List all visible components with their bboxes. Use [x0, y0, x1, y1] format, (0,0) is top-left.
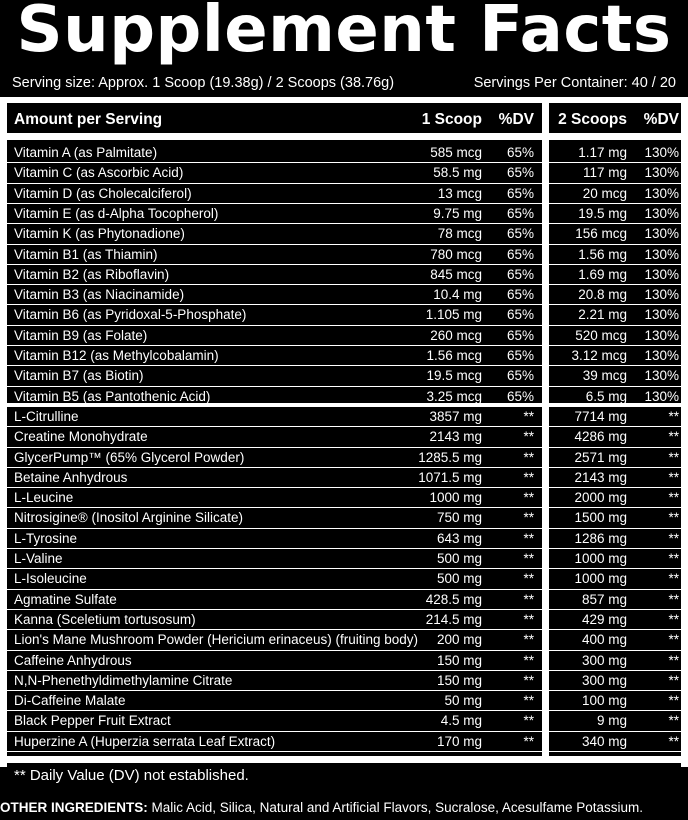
header-two-scoops: 2 Scoops: [558, 111, 627, 128]
dv-one-scoop: 65%: [506, 185, 534, 201]
dv-one-scoop: **: [523, 693, 534, 709]
dv-two-scoops: **: [668, 490, 679, 506]
nutrient-name: Black Pepper Fruit Extract: [14, 713, 171, 729]
table-row: [0, 630, 688, 650]
dv-two-scoops: 130%: [644, 185, 679, 201]
table-row: [0, 366, 688, 386]
table-row: [0, 488, 688, 508]
amount-one-scoop: 3857 mg: [429, 408, 482, 424]
dv-two-scoops: **: [668, 469, 679, 485]
other-ingredients: [0, 796, 688, 820]
table-row: [0, 326, 688, 346]
nutrient-name: Caffeine Anhydrous: [14, 652, 132, 668]
amount-two-scoops: 1.69 mg: [578, 266, 627, 282]
nutrient-name: Vitamin B9 (as Folate): [14, 327, 148, 343]
nutrient-name: Vitamin B5 (as Pantothenic Acid): [14, 388, 211, 404]
amount-one-scoop: 4.5 mg: [440, 713, 482, 729]
header-one-scoop: 1 Scoop: [421, 111, 482, 128]
dv-two-scoops: **: [668, 530, 679, 546]
amount-two-scoops: 1000 mg: [574, 551, 627, 566]
nutrient-name: Vitamin B7 (as Biotin): [14, 368, 144, 384]
dv-one-scoop: **: [523, 469, 534, 485]
dv-two-scoops: **: [668, 632, 679, 648]
bottom-thick-rule: [0, 756, 688, 763]
nutrient-name: Vitamin D (as Cholecalciferol): [14, 185, 192, 201]
amount-one-scoop: 1.105 mg: [425, 307, 482, 323]
dv-one-scoop: 65%: [506, 287, 534, 303]
amount-one-scoop: 2143 mg: [429, 429, 482, 445]
nutrient-name: Vitamin B6 (as Pyridoxal-5-Phosphate): [14, 307, 247, 323]
dv-one-scoop: **: [523, 733, 534, 749]
dv-two-scoops: **: [668, 551, 679, 566]
dv-one-scoop: **: [523, 429, 534, 445]
amount-two-scoops: 156 mcg: [575, 226, 627, 242]
nutrient-name: Nitrosigine® (Inositol Arginine Silicate): [14, 510, 244, 526]
amount-two-scoops: 857 mg: [581, 591, 627, 607]
panel-title: Supplement Facts: [16, 0, 672, 67]
dv-two-scoops: **: [668, 591, 679, 607]
dv-one-scoop: **: [523, 652, 534, 668]
amount-one-scoop: 500 mg: [436, 551, 482, 566]
amount-one-scoop: 150 mg: [436, 652, 482, 668]
dv-one-scoop: 65%: [506, 388, 534, 404]
amount-one-scoop: 19.5 mcg: [426, 368, 482, 384]
table-row: [0, 671, 688, 691]
table-row: [0, 245, 688, 265]
amount-two-scoops: 1.17 mg: [578, 145, 627, 160]
amount-one-scoop: 214.5 mg: [425, 611, 482, 627]
dv-one-scoop: 65%: [506, 246, 534, 262]
dv-one-scoop: 65%: [506, 348, 534, 363]
other-ingredients-label: OTHER INGREDIENTS:: [0, 800, 148, 815]
dv-one-scoop: 65%: [506, 205, 534, 221]
nutrient-name: Agmatine Sulfate: [14, 591, 117, 607]
dv-one-scoop: 65%: [506, 327, 534, 343]
amount-two-scoops: 20 mcg: [582, 185, 627, 201]
nutrient-name: GlycerPump™ (65% Glycerol Powder): [14, 449, 245, 465]
amount-one-scoop: 13 mcg: [437, 185, 482, 201]
nutrient-name: Vitamin B2 (as Riboflavin): [14, 266, 170, 282]
nutrient-name: Vitamin C (as Ascorbic Acid): [14, 165, 184, 181]
dv-one-scoop: **: [523, 672, 534, 688]
amount-two-scoops: 2143 mg: [574, 469, 627, 485]
dv-two-scoops: 130%: [644, 145, 679, 160]
dv-one-scoop: 65%: [506, 145, 534, 160]
dv-two-scoops: **: [668, 510, 679, 526]
dv-two-scoops: **: [668, 449, 679, 465]
amount-one-scoop: 585 mcg: [430, 145, 482, 160]
amount-two-scoops: 1.56 mg: [578, 246, 627, 262]
dv-one-scoop: **: [523, 591, 534, 607]
dv-two-scoops: 130%: [644, 226, 679, 242]
dv-two-scoops: 130%: [644, 388, 679, 404]
table-row: [0, 529, 688, 549]
amount-two-scoops: 2000 mg: [574, 490, 627, 506]
amount-two-scoops: 1000 mg: [574, 571, 627, 587]
dv-one-scoop: **: [523, 408, 534, 424]
table-row: [0, 427, 688, 447]
nutrient-name: Vitamin K (as Phytonadione): [14, 226, 185, 242]
amount-one-scoop: 1285.5 mg: [418, 449, 482, 465]
amount-one-scoop: 845 mcg: [430, 266, 482, 282]
row-separator: [7, 751, 681, 752]
amount-one-scoop: 150 mg: [436, 672, 482, 688]
table-row: [0, 468, 688, 488]
table-row: [0, 691, 688, 711]
nutrient-name: Huperzine A (Huperzia serrata Leaf Extract): [14, 733, 276, 749]
amount-one-scoop: 58.5 mg: [433, 165, 482, 181]
dv-two-scoops: **: [668, 652, 679, 668]
amount-two-scoops: 4286 mg: [574, 429, 627, 445]
table-row: [0, 285, 688, 305]
nutrient-name: Lion's Mane Mushroom Powder (Hericium erinaceus) (fruiting body): [14, 632, 418, 648]
dv-two-scoops: **: [668, 672, 679, 688]
nutrient-name: L-Valine: [14, 551, 63, 566]
amount-two-scoops: 340 mg: [581, 733, 627, 749]
dv-two-scoops: 130%: [644, 327, 679, 343]
dv-two-scoops: 130%: [644, 246, 679, 262]
amount-two-scoops: 19.5 mg: [578, 205, 627, 221]
dv-two-scoops: **: [668, 408, 679, 424]
amount-two-scoops: 9 mg: [596, 713, 627, 729]
dv-two-scoops: 130%: [644, 348, 679, 363]
dv-one-scoop: **: [523, 611, 534, 627]
dv-one-scoop: 65%: [506, 266, 534, 282]
nutrient-name: Vitamin E (as d-Alpha Tocopherol): [14, 205, 219, 221]
dv-one-scoop: **: [523, 530, 534, 546]
nutrient-name: Kanna (Sceletium tortusosum): [14, 611, 196, 627]
dv-one-scoop: **: [523, 632, 534, 648]
table-row: [0, 163, 688, 183]
amount-two-scoops: 2.21 mg: [578, 307, 627, 323]
nutrient-name: Vitamin A (as Palmitate): [14, 145, 158, 160]
nutrient-name: Creatine Monohydrate: [14, 429, 148, 445]
amount-one-scoop: 78 mcg: [437, 226, 482, 242]
dv-two-scoops: **: [668, 693, 679, 709]
table-row: [0, 224, 688, 244]
amount-two-scoops: 20.8 mg: [578, 287, 627, 303]
dv-two-scoops: 130%: [644, 368, 679, 384]
header-dv-one: %DV: [498, 111, 534, 128]
table-row: [0, 569, 688, 589]
serving-size: Serving size: Approx. 1 Scoop (19.38g) / 2 Scoops (38.76g): [12, 75, 395, 91]
table-row: [0, 204, 688, 224]
nutrient-name: L-Citrulline: [14, 408, 79, 424]
amount-one-scoop: 170 mg: [436, 733, 482, 749]
amount-two-scoops: 3.12 mcg: [571, 348, 627, 363]
nutrient-name: Vitamin B12 (as Methylcobalamin): [14, 348, 219, 363]
amount-two-scoops: 1286 mg: [574, 530, 627, 546]
table-row: [0, 549, 688, 569]
nutrient-name: L-Leucine: [14, 490, 74, 506]
amount-one-scoop: 750 mg: [436, 510, 482, 526]
nutrient-name: Betaine Anhydrous: [14, 469, 128, 485]
amount-two-scoops: 39 mcg: [582, 368, 627, 384]
amount-one-scoop: 1.56 mcg: [426, 348, 482, 363]
amount-one-scoop: 10.4 mg: [433, 287, 482, 303]
table-row: [0, 732, 688, 752]
amount-one-scoop: 643 mg: [436, 530, 482, 546]
dv-one-scoop: **: [523, 713, 534, 729]
dv-one-scoop: 65%: [506, 368, 534, 384]
table-row: [0, 265, 688, 285]
amount-two-scoops: 7714 mg: [574, 408, 627, 424]
nutrient-name: Vitamin B3 (as Niacinamide): [14, 287, 185, 303]
amount-two-scoops: 6.5 mg: [585, 388, 627, 404]
header-amount: Amount per Serving: [14, 111, 163, 128]
nutrient-name: L-Tyrosine: [14, 530, 78, 546]
amount-one-scoop: 500 mg: [436, 571, 482, 587]
nutrient-name: Vitamin B1 (as Thiamin): [14, 246, 158, 262]
table-row: [0, 590, 688, 610]
dv-two-scoops: **: [668, 571, 679, 587]
amount-one-scoop: 50 mg: [444, 693, 482, 709]
nutrient-name: N,N-Phenethyldimethylamine Citrate: [14, 672, 233, 688]
amount-two-scoops: 1500 mg: [574, 510, 627, 526]
dv-two-scoops: **: [668, 733, 679, 749]
table-row: [0, 711, 688, 731]
amount-two-scoops: 2571 mg: [574, 449, 627, 465]
dv-two-scoops: 130%: [644, 205, 679, 221]
table-row: [0, 184, 688, 204]
amount-one-scoop: 1000 mg: [429, 490, 482, 506]
nutrient-name: L-Isoleucine: [14, 571, 87, 587]
other-ingredients-text: Malic Acid, Silica, Natural and Artificial Flavors, Sucralose, Acesulfame Potassium.: [151, 800, 643, 815]
serving-info: [12, 73, 676, 93]
table-row: [0, 448, 688, 468]
table-row: [0, 346, 688, 366]
amount-one-scoop: 260 mcg: [430, 327, 482, 343]
dv-one-scoop: 65%: [506, 307, 534, 323]
dv-two-scoops: 130%: [644, 307, 679, 323]
table-row: [0, 407, 688, 427]
amount-one-scoop: 1071.5 mg: [418, 469, 482, 485]
dv-one-scoop: **: [523, 551, 534, 566]
dv-one-scoop: 65%: [506, 226, 534, 242]
dv-two-scoops: **: [668, 611, 679, 627]
table-row: [0, 387, 688, 407]
dv-one-scoop: **: [523, 490, 534, 506]
amount-two-scoops: 429 mg: [581, 611, 627, 627]
amount-two-scoops: 400 mg: [581, 632, 627, 648]
dv-one-scoop: 65%: [506, 165, 534, 181]
amount-one-scoop: 3.25 mcg: [426, 388, 482, 404]
table-row: [0, 143, 688, 163]
table-row: [0, 651, 688, 671]
dv-two-scoops: 130%: [644, 287, 679, 303]
dv-one-scoop: **: [523, 571, 534, 587]
amount-one-scoop: 780 mcg: [430, 246, 482, 262]
amount-two-scoops: 300 mg: [581, 672, 627, 688]
table-row: [0, 610, 688, 630]
top-thick-rule: [0, 97, 688, 103]
dv-two-scoops: **: [668, 429, 679, 445]
dv-two-scoops: 130%: [644, 165, 679, 181]
amount-one-scoop: 200 mg: [436, 632, 482, 648]
dv-two-scoops: **: [668, 713, 679, 729]
amount-two-scoops: 100 mg: [581, 693, 627, 709]
dv-footnote: ** Daily Value (DV) not established.: [14, 767, 249, 784]
header-dv-two: %DV: [643, 111, 679, 128]
dv-two-scoops: 130%: [644, 266, 679, 282]
amount-one-scoop: 428.5 mg: [425, 591, 482, 607]
table-row: [0, 305, 688, 325]
header-rule: [7, 133, 681, 140]
table-row: [0, 508, 688, 528]
amount-two-scoops: 520 mcg: [575, 327, 627, 343]
amount-two-scoops: 117 mg: [582, 165, 627, 181]
dv-one-scoop: **: [523, 449, 534, 465]
servings-per-container: Servings Per Container: 40 / 20: [473, 75, 676, 91]
amount-one-scoop: 9.75 mg: [433, 205, 482, 221]
amount-two-scoops: 300 mg: [581, 652, 627, 668]
nutrient-name: Di-Caffeine Malate: [14, 693, 126, 709]
dv-one-scoop: **: [523, 510, 534, 526]
